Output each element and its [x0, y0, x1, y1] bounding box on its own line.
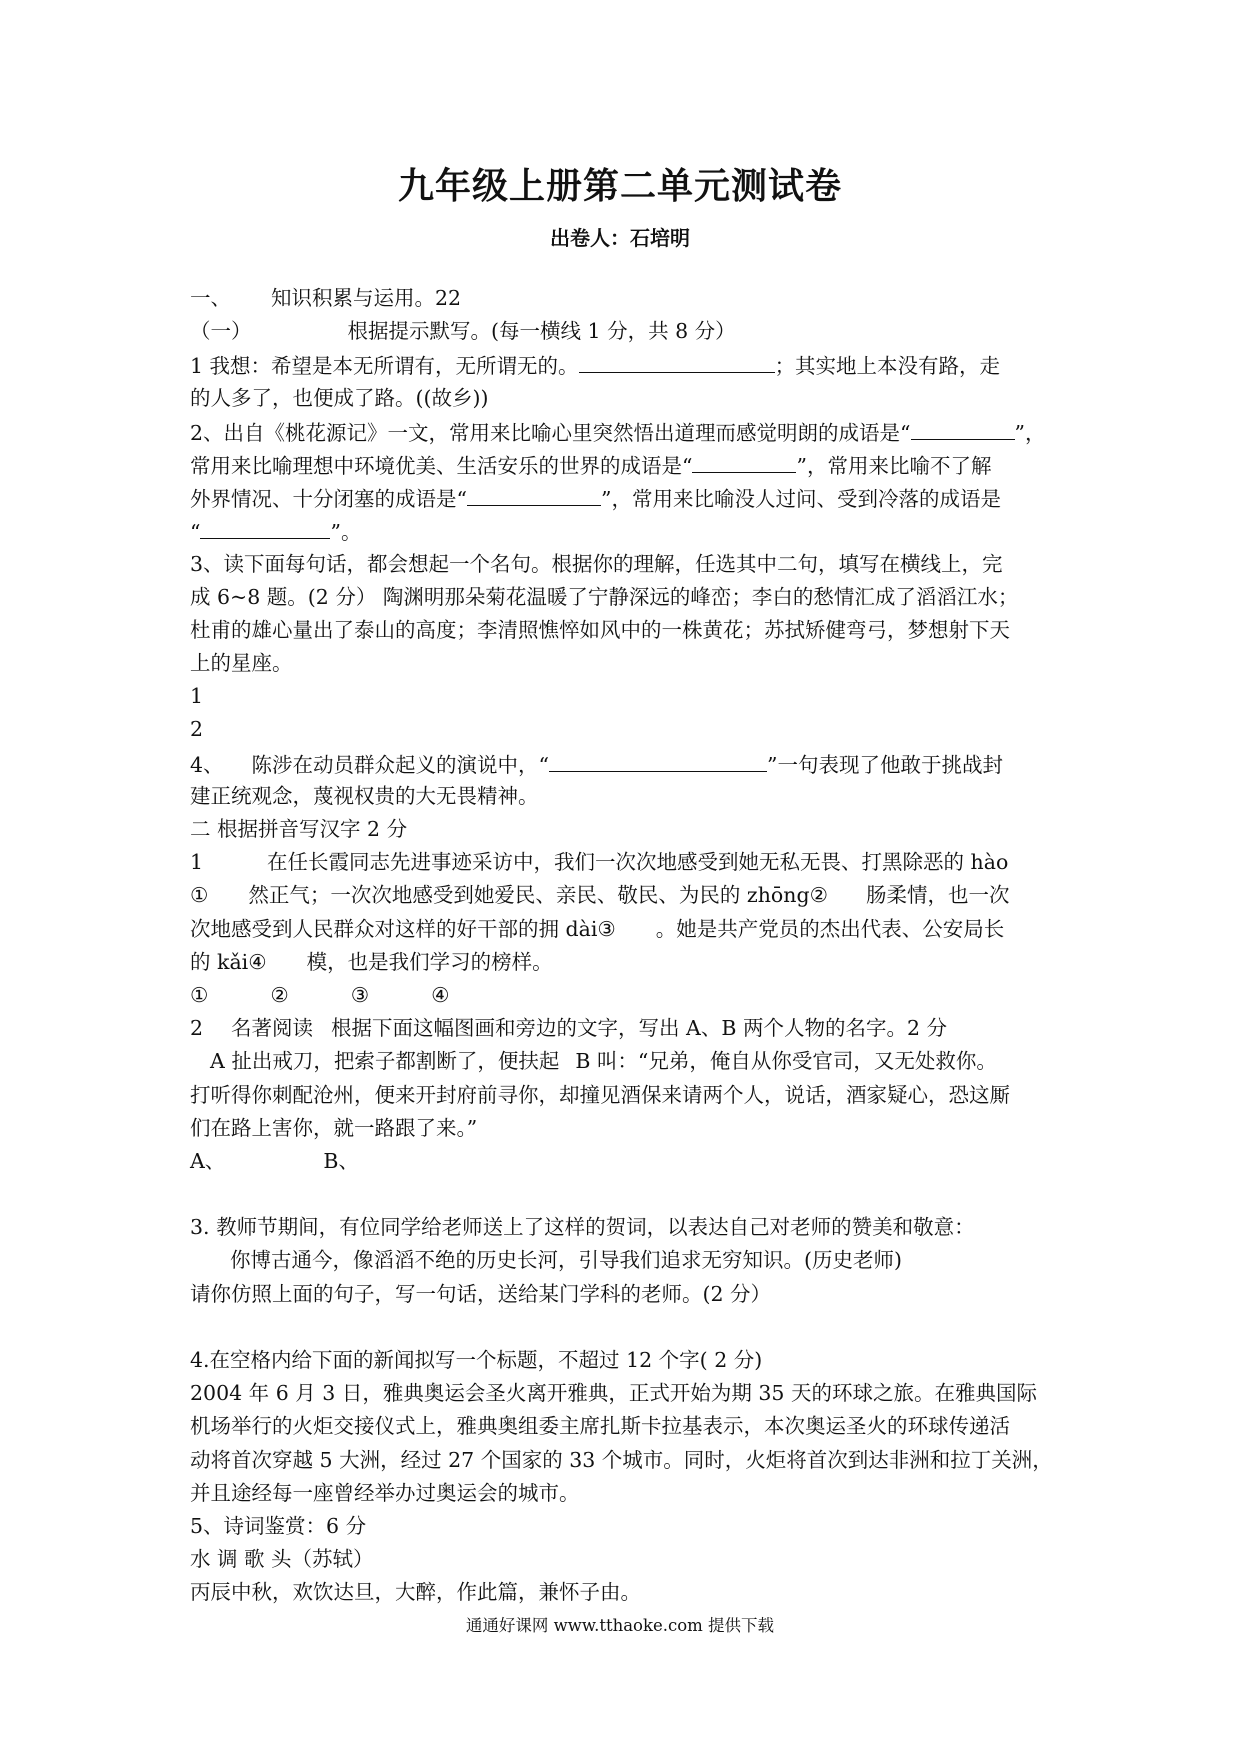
exam-content	[190, 282, 1056, 1610]
question-2-line-2: 常用来比喻理想中环境优美、生活安乐的世界的成语是“ ”，常用来比喻不了解	[190, 448, 1056, 481]
question-3-line-4: 上的星座。	[190, 651, 293, 676]
answer-blank[interactable]	[549, 747, 767, 772]
reading-answer-line: A、 B、	[190, 1148, 359, 1173]
answer-blank[interactable]	[692, 448, 796, 473]
pinyin-question-line-2: ① 然正气；一次次地感受到她爱民、亲民、敬民、为民的 zhōng② 肠柔情，也一次	[190, 883, 1010, 908]
pinyin-answer-marks: ① ② ③ ④	[190, 982, 450, 1007]
author-line: 出卷人：石培明	[550, 226, 690, 250]
imitation-question-line-3: 请你仿照上面的句子，写一句话，送给某门学科的老师。(2 分）	[190, 1281, 772, 1306]
spacer	[190, 1178, 1056, 1211]
question-3-answer-1: 1	[190, 684, 204, 709]
question-1-line-1: 1 我想：希望是本无所谓有，无所谓无的。 ；其实地上本没有路，走	[190, 348, 1056, 381]
reading-question-line-1: 2 名著阅读 根据下面这幅图画和旁边的文字，写出 A、B 两个人物的名字。2 分	[190, 1016, 948, 1041]
headline-question-line-2: 2004 年 6 月 3 日，雅典奥运会圣火离开雅典，正式开始为期 35 天的环球之旅。在雅典国际	[190, 1381, 1037, 1406]
answer-blank[interactable]	[467, 481, 601, 506]
question-2-line-3: 外界情况、十分闭塞的成语是“ ”，常用来比喻没人过问、受到冷落的成语是	[190, 481, 1056, 514]
section-2-header: 二 根据拼音写汉字 2 分	[190, 817, 408, 841]
question-2-line-4: “ ”。	[190, 514, 1056, 547]
poem-title: 水 调 歌 头（苏轼）	[190, 1547, 374, 1572]
pinyin-question-line-1: 1 在任长霞同志先进事迹采访中，我们一次次地感受到她无私无畏、打黑除恶的 hào	[190, 850, 1009, 875]
poetry-question-header: 5、诗词鉴赏：6 分	[190, 1513, 367, 1538]
reading-question-line-4: 们在路上害你，就一路跟了来。”	[190, 1115, 478, 1140]
question-3-line-3: 杜甫的雄心量出了泰山的高度；李清照憔悴如风中的一株黄花；苏拭矫健弯弓，梦想射下天	[190, 617, 1010, 642]
footer-download-note: 通通好课网 www.tthaoke.com 提供下载	[465, 1616, 775, 1635]
reading-question-line-2: A 扯出戒刀，把索子都割断了，便扶起 B 叫：“兄弟，俺自从你受官司，又无处救你。	[210, 1049, 997, 1074]
spacer	[190, 1311, 1056, 1344]
reading-question-line-3: 打听得你刺配沧州，便来开封府前寻你，却撞见酒保来请两个人，说话，酒家疑心，恐这厮	[190, 1082, 1010, 1107]
subsection-1-header: （一） 根据提示默写。(每一横线 1 分，共 8 分）	[190, 319, 736, 344]
answer-blank[interactable]	[579, 348, 775, 373]
section-1-header: 一、 知识积累与运用。22	[190, 286, 462, 310]
question-3-answer-2: 2	[190, 717, 204, 742]
question-3-line-1: 3、读下面每句话，都会想起一个名句。根据你的理解，任选其中二句，填写在横线上，完	[190, 551, 1003, 576]
question-4-line-2: 建正统观念，蔑视权贵的大无畏精神。	[190, 783, 539, 808]
page-title: 九年级上册第二单元测试卷	[397, 165, 842, 207]
pinyin-question-line-3: 次地感受到人民群众对这样的好干部的拥 dài③ 。她是共产党员的杰出代表、公安局长	[190, 916, 1005, 941]
question-4-line-1: 4、 陈涉在动员群众起义的演说中，“ ”一句表现了他敢于挑战封	[190, 747, 1056, 780]
headline-question-line-3: 机场举行的火炬交接仪式上，雅典奥组委主席扎斯卡拉基表示，本次奥运圣火的环球传递活	[190, 1414, 1010, 1439]
poem-preface: 丙辰中秋，欢饮达旦，大醉，作此篇，兼怀子由。	[190, 1580, 641, 1605]
headline-question-line-5: 并且途经每一座曾经举办过奥运会的城市。	[190, 1480, 580, 1505]
imitation-question-line-1: 3. 教师节期间，有位同学给老师送上了这样的贺词，以表达自己对老师的赞美和敬意：	[190, 1215, 975, 1240]
question-1-line-2: 的人多了，也便成了路。((故乡))	[190, 385, 489, 410]
headline-question-line-4: 动将首次穿越 5 大洲，经过 27 个国家的 33 个城市。同时，火炬将首次到达非洲和拉丁关洲，	[190, 1447, 1053, 1472]
pinyin-question-line-4: 的 kǎi④ 模，也是我们学习的榜样。	[190, 949, 553, 974]
answer-blank[interactable]	[911, 415, 1015, 440]
headline-question-line-1: 4.在空格内给下面的新闻拟写一个标题，不超过 12 个字( 2 分)	[190, 1348, 763, 1372]
question-3-line-2: 成 6~8 题。(2 分） 陶渊明那朵菊花温暖了宁静深远的峰峦；李白的愁情汇成了滔滔江水；	[190, 584, 1019, 609]
question-2-line-1: 2、出自《桃花源记》一文，常用来比喻心里突然悟出道理而感觉明朗的成语是“ ”，	[190, 415, 1056, 448]
answer-blank[interactable]	[200, 514, 330, 539]
imitation-question-line-2: 你博古通今，像滔滔不绝的历史长河，引导我们追求无穷知识。(历史老师)	[230, 1248, 902, 1273]
